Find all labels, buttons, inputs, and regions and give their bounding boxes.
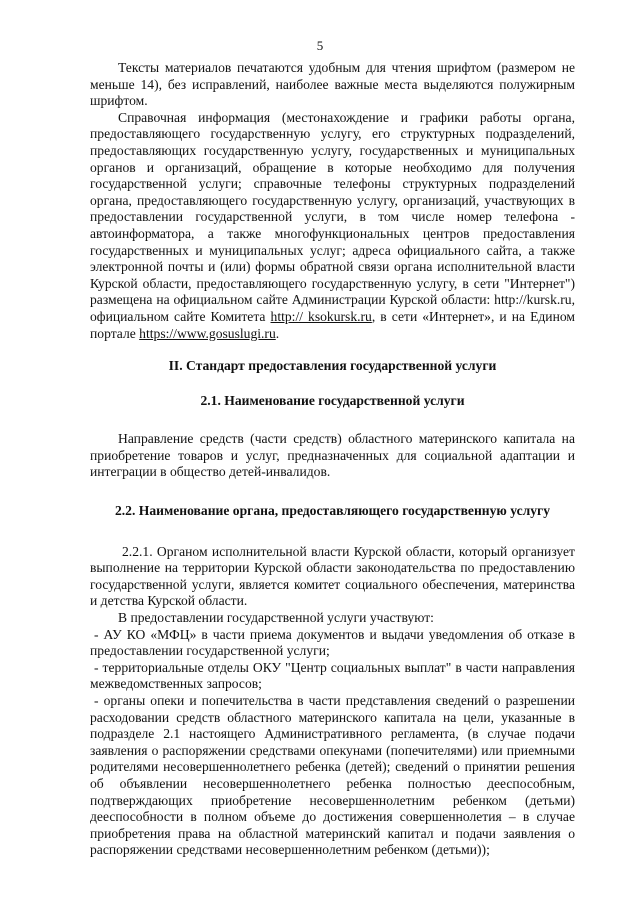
paragraph-fonts: Тексты материалов печатаются удобным для чтения шрифтом (размером не меньше 14), без исправлений, наиболее важные места выделяются полужирным шрифтом.	[90, 60, 575, 109]
list-item-guardianship: - органы опеки и попечительства в части представления сведений о разрешении расходовании средств областного материнского капитала на цели, указанные в подразделе 2.1 настоящего Административного регламента, (в случае подачи заявления о распоряжении средствами опекунами (попечителями) или приемными родителями несовершеннолетнего ребенка (детей); сведений о принятии решения об объявлении несовершеннолетнего ребенка полностью дееспособным, подтверждающих приобретение несовершеннолетним ребенком (детьми) дееспособности в полном объеме до достижения совершеннолетия – в случае приобретения права на областной материнский капитал и подачи заявления о распоряжении средствами несовершеннолетним ребенком (детьми));	[90, 693, 575, 858]
heading-2-2: 2.2. Наименование органа, предоставляющего государственную услугу	[114, 503, 551, 519]
reference-info-mid: , в сети «Интернет», и на Едином портале	[90, 308, 575, 341]
reference-info-text: Справочная информация (местонахождение и графики работы органа, предоставляющего государственную услугу, его структурных подразделений, предоставляющих государственную услугу, государственных и муниципальных органов и организаций, обращение в которые необходимо для получения государственной услуги; справочные телефоны структурных подразделений органа, предоставляющего государственную услугу, организаций, участвующих в предоставлении государственной услуги, в том числе номер телефона - автоинформатора, а также многофункциональных центров предоставления государственных и муниципальных услуг; адреса официального сайта, а также электронной почты и (или) формы обратной связи органа исполнительной власти Курской области, предоставляющего государственную услугу, в сети "Интернет") размещена на официальном сайте Администрации Курской области: http://kursk.ru, официальном сайте Комитета	[90, 109, 575, 324]
list-item-mfc: - АУ КО «МФЦ» в части приема документов и выдачи уведомления об отказе в предоставлении государственной услуги;	[90, 626, 575, 659]
paragraph-2-2-1: 2.2.1. Органом исполнительной власти Курской области, который организует выполнение на территории Курской области законодательства по предоставлению государственной услуги, является комитет социального обеспечения, материнства и детства Курской области.	[90, 543, 575, 609]
committee-site-link[interactable]: http:// ksokursk.ru	[270, 308, 372, 324]
paragraph-reference-info	[90, 110, 575, 342]
paragraph-service-name: Направление средств (части средств) областного материнского капитала на приобретение товаров и услуг, предназначенных для социальной адаптации и интеграции в общество детей-инвалидов.	[90, 431, 575, 480]
heading-2-1: 2.1. Наименование государственной услуги	[200, 392, 465, 408]
page-number: 5	[316, 38, 324, 53]
document-body	[90, 60, 575, 859]
list-item-payments-center: - территориальные отделы ОКУ "Центр социальных выплат" в части направления межведомственных запросов;	[90, 659, 575, 692]
gosuslugi-link[interactable]: https://www.gosuslugi.ru	[139, 325, 276, 341]
reference-info-end: .	[275, 325, 280, 341]
paragraph-participants: В предоставлении государственной услуги участвуют:	[118, 610, 434, 626]
heading-section-2: II. Стандарт предоставления государственной услуги	[168, 358, 497, 374]
